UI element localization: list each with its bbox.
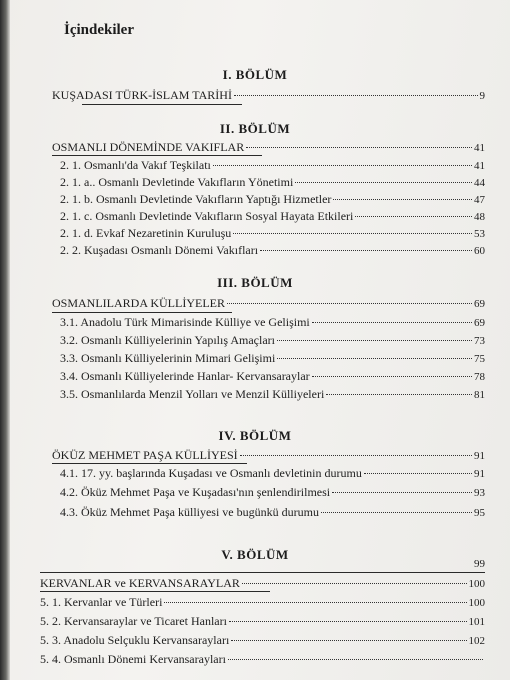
dot-leader [364,473,472,474]
underline [52,463,247,464]
dot-leader [295,182,472,183]
toc-entry [60,369,485,384]
entry-label: OSMANLI DÖNEMİNDE VAKIFLAR [52,140,245,154]
entry-page: 102 [468,635,485,647]
book-binding [0,0,10,680]
dot-leader [213,165,472,166]
section-title-3: III. BÖLÜM [217,275,293,290]
contents-heading: İçindekiler [64,22,134,38]
dot-leader [326,394,472,395]
entry-page: 41 [474,160,485,172]
entry-label: 2. 1. Osmanlı'da Vakıf Teşkilatı [60,158,211,172]
dot-leader [312,376,472,377]
dot-leader [332,492,472,493]
dot-leader [228,659,483,660]
toc-entry [40,595,485,610]
entry-page: 91 [474,468,485,480]
entry-label: KERVANLAR ve KERVANSARAYLAR [40,576,240,590]
entry-label: ÖKÜZ MEHMET PAŞA KÜLLİYESİ [52,448,238,462]
entry-page: 69 [474,317,485,329]
dot-leader [277,358,472,359]
underline [52,155,262,156]
toc-entry [60,209,485,224]
entry-page: 47 [474,194,485,206]
toc-entry [40,633,485,648]
entry-page: 60 [474,245,485,257]
dot-leader [233,233,472,234]
entry-page: 99 [474,558,485,570]
dot-leader [246,147,472,148]
entry-label: 4.2. Öküz Mehmet Paşa ve Kuşadası'nın şenlendirilmesi [60,485,331,499]
dot-leader [355,216,472,217]
entry-label: 2. 2. Kuşadası Osmanlı Dönemi Vakıfları [60,243,259,257]
section-title-5: V. BÖLÜM [221,547,289,562]
entry-label: 2. 1. b. Osmanlı Devletinde Vakıfların Yaptığı Hizmetler [60,192,332,206]
entry-label: OSMANLILARDA KÜLLİYELER [52,296,225,310]
dot-leader [227,303,472,304]
dot-leader [333,199,472,200]
dot-leader [229,621,467,622]
section-title-1: I. BÖLÜM [222,67,288,82]
entry-label: KUŞADASI TÜRK-İSLAM TARİHİ [52,88,232,102]
entry-label: 2. 1. c. Osmanlı Devletinde Vakıfların Sosyal Hayata Etkileri [60,209,354,223]
entry-page: 48 [474,211,485,223]
entry-label: 4.3. Öküz Mehmet Paşa külliyesi ve bugünkü durumu [60,505,319,519]
toc-entry [60,243,485,258]
entry-label: 4.1. 17. yy. başlarında Kuşadası ve Osmanlı devletinin durumu [60,466,362,480]
dot-leader [242,583,467,584]
dot-leader [312,322,472,323]
toc-entry [40,652,485,667]
entry-label: 5. 1. Kervanlar ve Türleri [40,595,163,609]
entry-label: 3.4. Osmanlı Külliyelerinde Hanlar- Kervansaraylar [60,369,310,383]
entry-label: 3.2. Osmanlı Külliyelerinin Yapılış Amaçları [60,333,275,347]
toc-entry [60,315,485,330]
toc-entry [60,175,485,190]
entry-label: 3.1. Anadolu Türk Mimarisinde Külliye ve Gelişimi [60,315,310,329]
underline [82,104,242,105]
entry-page: 95 [474,507,485,519]
entry-label: 5. 3. Anadolu Selçuklu Kervansarayları [40,633,230,647]
entry-page: 9 [479,90,485,102]
toc-entry [60,485,485,500]
toc-entry [40,614,485,629]
toc-entry [60,387,485,402]
dot-leader [240,455,472,456]
entry-label: 3.3. Osmanlı Külliyelerinin Mimari Gelişimi [60,351,276,365]
toc-entry [52,296,485,311]
dot-leader [321,512,472,513]
toc-entry [60,333,485,348]
entry-page: 101 [468,616,485,628]
underline [52,312,232,313]
toc-entry [60,466,485,481]
toc-entry [40,558,485,573]
entry-label: 2. 1. a.. Osmanlı Devletinde Vakıfların Yönetimi [60,175,294,189]
entry-page: 100 [468,578,485,590]
toc-entry [60,158,485,173]
dot-leader [164,602,466,603]
section-title-4: IV. BÖLÜM [218,428,292,443]
toc-entry [60,351,485,366]
dot-leader [277,340,472,341]
toc-entry [52,448,485,463]
section-rule [40,572,485,573]
entry-label: 5. 4. Osmanlı Dönemi Kervansarayları [40,652,226,666]
entry-page: 44 [474,177,485,189]
entry-page: 41 [474,142,485,154]
dot-leader [260,250,472,251]
section-title-2: II. BÖLÜM [219,121,291,136]
entry-page: 100 [468,597,485,609]
toc-entry [52,88,485,103]
entry-page: 78 [474,371,485,383]
entry-label: 3.5. Osmanlılarda Menzil Yolları ve Menzil Külliyeleri [60,387,325,401]
entry-page: 69 [474,298,485,310]
toc-entry [60,226,485,241]
entry-page: 75 [474,353,485,365]
dot-leader [231,640,466,641]
entry-page: 91 [474,450,485,462]
entry-label: 5. 2. Kervansaraylar ve Ticaret Hanları [40,614,227,628]
toc-entry [60,192,485,207]
dot-leader [234,95,478,96]
toc-entry [60,505,485,520]
entry-label: 2. 1. d. Evkaf Nezaretinin Kuruluşu [60,226,232,240]
underline [40,591,270,592]
entry-page: 93 [474,487,485,499]
toc-entry [40,576,485,591]
entry-page: 73 [474,335,485,347]
entry-page: 81 [474,389,485,401]
entry-page: 53 [474,228,485,240]
toc-entry [52,140,485,155]
